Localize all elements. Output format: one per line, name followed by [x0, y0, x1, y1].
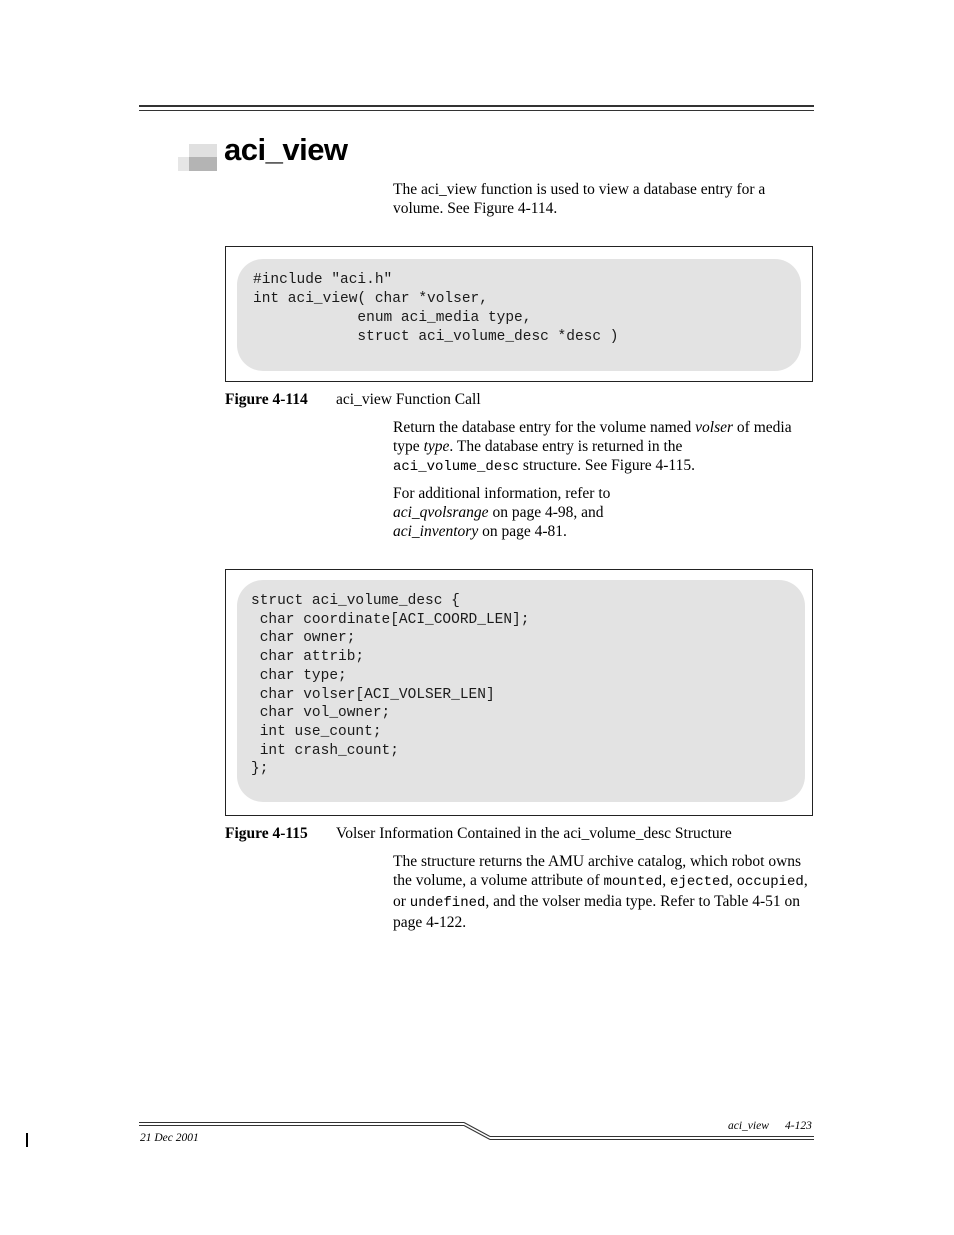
link-aci-qvolsrange[interactable]: aci_qvolsrange [393, 504, 489, 521]
text-run: of media type [393, 419, 792, 455]
heading-decoration-top [189, 144, 217, 158]
text-run: For additional information, refer to [393, 485, 611, 502]
code-line: #include "aci.h" [253, 272, 393, 288]
footer-section-name: aci_view [728, 1120, 769, 1132]
code-aci-volume-desc: aci_volume_desc [393, 459, 520, 475]
code-mounted: mounted [603, 874, 663, 890]
code-occupied: occupied [736, 874, 804, 890]
text-run: on page 4-81. [478, 523, 567, 540]
intro-paragraph: The aci_view function is used to view a database entry for a volume. See Figure 4-114. [393, 181, 766, 217]
text-run: , and the volser media type. Refer to Table 4-51 on page 4-122. [393, 893, 800, 931]
refer-paragraph [393, 484, 813, 541]
emphasis-type: type [423, 438, 450, 455]
header-rule-thick [139, 105, 814, 107]
heading-decoration-dark [189, 157, 217, 171]
code-line: }; [251, 761, 269, 778]
header-rule-thin [139, 110, 814, 111]
emphasis-volser: volser [695, 419, 734, 436]
footer-rule [490, 1139, 814, 1140]
figure-115-caption [225, 824, 732, 843]
figure-115-caption-text: Volser Information Contained in the aci_volume_desc Structure [336, 825, 732, 842]
code-line: enum aci_media type, [253, 310, 532, 326]
text-run: , [728, 872, 737, 889]
code-ejected: ejected [670, 874, 729, 890]
figure-114-code-box [237, 259, 801, 371]
code-line: char attrib; [251, 649, 365, 666]
code-line: char coordinate[ACI_COORD_LEN]; [251, 611, 530, 628]
code-line: int aci_view( char *volser, [253, 291, 488, 307]
figure-114-caption [225, 390, 481, 409]
return-paragraph [393, 418, 813, 477]
structure-paragraph [393, 852, 813, 932]
text-run: . The database entry is returned in the [449, 438, 683, 455]
figure-115-frame [225, 569, 813, 816]
figure-115-label: Figure 4-115 [225, 825, 308, 842]
footer-page-number: 4-123 [785, 1120, 812, 1132]
text-run: on page 4-98, and [488, 504, 604, 521]
text-run: Return the database entry for the volume named [393, 419, 696, 436]
footer-rule [139, 1125, 464, 1126]
code-line: struct aci_volume_desc *desc ) [253, 329, 619, 345]
figure-115-code-box [237, 580, 805, 802]
text-run: The structure returns the AMU archive catalog, which robot owns the volume, a volume attribute of [393, 853, 802, 889]
code-line: char vol_owner; [251, 705, 391, 722]
text-run: , or [393, 872, 808, 910]
text-run: structure. See Figure 4-115. [519, 457, 695, 474]
footer-rule-bend [460, 1120, 492, 1142]
footer-rule [490, 1136, 814, 1137]
figure-114-code [253, 271, 618, 347]
footer-date: 21 Dec 2001 [140, 1132, 199, 1144]
change-bar [26, 1133, 28, 1147]
section-title: aci_view [224, 132, 348, 167]
link-aci-inventory[interactable]: aci_inventory [393, 523, 479, 540]
text-run: , [662, 872, 671, 889]
code-line: int crash_count; [251, 742, 399, 759]
code-undefined: undefined [409, 895, 486, 911]
code-line: struct aci_volume_desc { [251, 593, 460, 609]
figure-114-frame [225, 246, 813, 382]
figure-115-code [251, 592, 529, 779]
code-line: char type; [251, 667, 347, 684]
footer-rule [139, 1122, 464, 1123]
code-line: int use_count; [251, 723, 382, 740]
code-line: char owner; [251, 630, 356, 647]
code-line: char volser[ACI_VOLSER_LEN] [251, 686, 495, 703]
figure-114-caption-text: aci_view Function Call [336, 391, 481, 408]
figure-114-label: Figure 4-114 [225, 391, 308, 408]
